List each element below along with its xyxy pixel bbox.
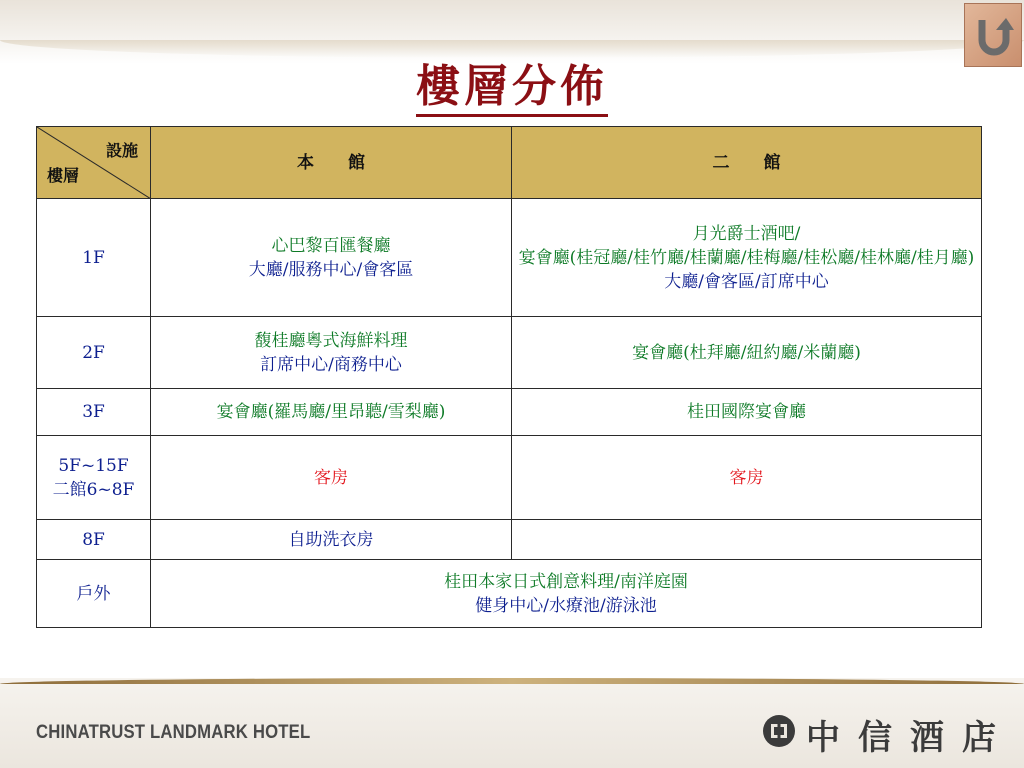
floor-label: 3F: [37, 389, 151, 436]
main-building-cell: [151, 436, 512, 520]
floor-label: 戶外: [37, 560, 151, 628]
second-building-cell: [512, 389, 982, 436]
cell-line: 心巴黎百匯餐廳: [271, 235, 391, 256]
chinatrust-logo-icon: [760, 712, 798, 750]
main-building-cell: [151, 389, 512, 436]
floor-directory-table: [36, 126, 982, 628]
cell-line: 大廳/會客區/訂席中心: [664, 271, 829, 292]
table-row-1f: [37, 199, 982, 317]
main-building-cell: [151, 199, 512, 317]
corner-header-cell: [37, 127, 151, 199]
cell-line: 客房: [729, 467, 764, 488]
table-row-3f: [37, 389, 982, 436]
cell-line: 宴會廳(桂冠廳/桂竹廳/桂蘭廳/桂梅廳/桂松廳/桂林廳/桂月廳): [518, 247, 975, 268]
cell-line: 宴會廳(羅馬廳/里昂聽/雪梨廳): [216, 402, 446, 422]
cell-line: 桂田本家日式創意料理/南洋庭園: [444, 571, 688, 592]
table-row-8f: [37, 520, 982, 560]
cell-line: 健身中心/水療池/游泳池: [475, 595, 657, 616]
outdoor-facilities-cell: [151, 560, 982, 628]
cell-line: 客房: [314, 467, 348, 488]
cell-line: 月光爵士酒吧/: [692, 223, 801, 244]
table-header-row: [37, 127, 982, 199]
cell-line: 自助洗衣房: [288, 529, 374, 550]
floor-label: 2F: [37, 317, 151, 389]
corner-facility-label: 設施: [105, 141, 138, 160]
cell-line: 馥桂廳粵式海鮮料理: [254, 330, 408, 351]
table-row-2f: [37, 317, 982, 389]
table-row-outdoor: [37, 560, 982, 628]
main-building-cell: [151, 520, 512, 560]
floor-label-line: 二館6~8F: [52, 479, 135, 500]
floor-label: 1F: [37, 199, 151, 317]
second-building-cell: [512, 520, 982, 560]
cell-line: 大廳/服務中心/會客區: [248, 259, 414, 280]
footer-band: [0, 678, 1024, 768]
cell-line: 宴會廳(杜拜廳/紐約廳/米蘭廳): [632, 342, 861, 363]
page-title: 樓層分佈: [0, 50, 1024, 114]
second-building-cell: [512, 199, 982, 317]
cell-line: 桂田國際宴會廳: [687, 402, 806, 422]
second-building-cell: [512, 317, 982, 389]
second-building-cell: [512, 436, 982, 520]
floor-label-line: 5F~15F: [58, 455, 129, 476]
table-row-guest-rooms: [37, 436, 982, 520]
cell-line: 訂席中心/商務中心: [260, 354, 402, 375]
main-building-cell: [151, 317, 512, 389]
footer-brand-chinese: 中信酒店: [806, 718, 1014, 758]
corner-floor-label: 樓層: [47, 166, 80, 185]
footer-brand-english: CHINATRUST LANDMARK HOTEL: [36, 722, 311, 743]
col-header-main-building: 本 館: [151, 127, 512, 199]
col-header-second-building: 二 館: [512, 127, 982, 199]
floor-label: [37, 436, 151, 520]
diagonal-divider: [37, 127, 151, 199]
floor-label: 8F: [37, 520, 151, 560]
